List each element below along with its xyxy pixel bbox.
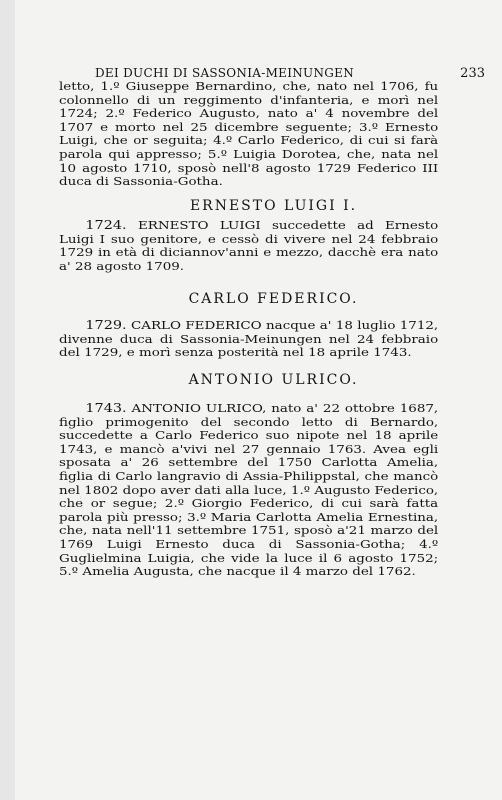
running-head <box>95 66 485 81</box>
section-paragraph <box>59 402 438 579</box>
section-heading-antonio-ulrico: ANTONIO ULRICO. <box>188 372 359 388</box>
section-antonio-ulrico <box>59 402 438 579</box>
section-year: 1743. <box>85 401 127 415</box>
section-carlo-federico <box>59 319 438 360</box>
section-text: ANTONIO ULRICO, nato a' 22 ottobre 1687, figlio primogenito del secondo letto di Bernardo, succedette a Carlo Federico suo nipote nel 18 aprile 1743, e mancò a'vivi nel 27 gennaio 1763. Avea egli sposata a' 26 settembre del 1750 Carlotta Amelia, figlia di Carlo langravio di Assia-Philippstal, che mancò nel 1802 dopo aver dati alla luce, 1.º Augusto Federico, che or segue; 2.º Giorgio Federico, di cui sarà fatta parola più presso; 3.º Maria Carlotta Amelia Ernestina, che, nata nell'11 settembre 1751, sposò a'21 marzo del 1769 Luigi Ernesto duca di Sassonia-Gotha; 4.º Guglielmina Luigia, che vide la luce il 6 agosto 1752; 5.º Amelia Augusta, che nacque il 4 marzo del 1762. <box>59 402 439 579</box>
running-title: DEI DUCHI DI SASSONIA-MEINUNGEN <box>95 66 355 80</box>
section-paragraph <box>59 319 438 360</box>
page-number: 233 <box>460 66 485 81</box>
section-year: 1729. <box>85 318 127 332</box>
section-text: ERNESTO LUIGI succedette ad Ernesto Luigi I suo genitore, e cessò di vivere nel 24 febbraio 1729 in età di diciannov'anni e mezzo, dacchè era nato a' 28 agosto 1709. <box>59 219 439 273</box>
section-ernesto-luigi <box>59 219 438 273</box>
section-year: 1724. <box>85 218 127 232</box>
section-heading-ernesto-luigi: ERNESTO LUIGI I. <box>189 198 358 214</box>
intro-block <box>59 80 438 189</box>
book-page <box>15 0 502 800</box>
binding-gutter <box>0 0 16 800</box>
section-heading-carlo-federico: CARLO FEDERICO. <box>188 291 359 307</box>
section-text: CARLO FEDERICO nacque a' 18 luglio 1712, divenne duca di Sassonia-Meinungen nel 24 febbraio del 1729, e morì senza posterità nel 18 aprile 1743. <box>59 319 439 360</box>
intro-paragraph: letto, 1.º Giuseppe Bernardino, che, nato nel 1706, fu colonnello di un reggimento d'infanteria, e morì nel 1724; 2.º Federico Augusto, nato a' 4 novembre del 1707 e morto nel 25 dicembre seguente; 3.º Ernesto Luigi, che or seguita; 4.º Carlo Federico, di cui si farà parola qui appresso; 5.º Luigia Dorotea, che, nata nel 10 agosto 1710, sposò nell'8 agosto 1729 Federico III duca di Sassonia-Gotha. <box>59 80 439 189</box>
section-paragraph <box>59 219 438 273</box>
